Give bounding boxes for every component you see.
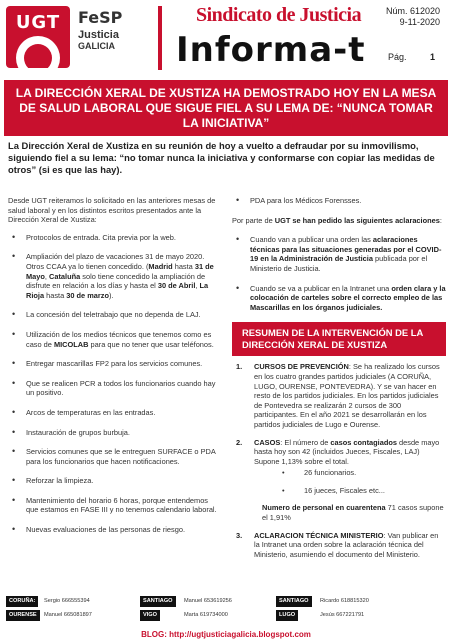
right-column [232, 196, 446, 567]
contact-city: SANTIAGO [140, 596, 176, 607]
item-text-bold: CASOS [254, 437, 281, 447]
item-text: hasta [172, 261, 195, 271]
contact-name: Manuel 653619256 [184, 598, 232, 604]
item-text: Mantenimiento del horario 6 horas, porque entendemos que estamos en FASE III y no tenemos calendario laboral. [26, 495, 217, 515]
resumen-heading: RESUMEN DE LA INTERVENCIÓN DE LA DIRECCIÓN XERAL DE XUSTIZA [232, 322, 446, 356]
item-text: Por parte de [232, 215, 275, 225]
item-text-bold: 30 de marzo [66, 290, 109, 300]
item-text: Cuando se va a publicar en la Intranet una [250, 283, 392, 293]
item-number: 3. [236, 530, 243, 540]
item-text: Arcos de temperaturas en las entradas. [26, 407, 156, 417]
ugt-logo-text: UGT [15, 12, 61, 33]
contact-name: Manuel 665081897 [44, 612, 92, 618]
list-item [232, 196, 446, 206]
list-item [8, 428, 220, 438]
clarifications-intro [232, 216, 446, 226]
item-text: Protocolos de entrada. Cita previa por la web. [26, 232, 176, 242]
list-item [8, 408, 220, 418]
item-text: hasta [44, 290, 67, 300]
list-item [8, 330, 220, 349]
item-text: Ampliación del plazo de vacaciones 31 de mayo 2020. Otros CCAA ya lo tienen concedido. ( [26, 252, 205, 271]
fesp-logo [78, 8, 158, 68]
item-text: Cuando van a publicar una orden las [250, 235, 373, 245]
item-text: PDA para los Médicos Forensses. [250, 196, 362, 205]
left-column [8, 196, 220, 545]
item-text-bold: Cataluña [49, 271, 81, 281]
ugt-logo [6, 6, 70, 68]
item-text: , [195, 281, 200, 291]
item-text: solo tiene concedido la ampliación de disfrute en relación a los días y hasta el [26, 271, 206, 291]
item-text: Utilización de los medios técnicos que tenemos como es caso de [26, 329, 212, 349]
quarantine-text [254, 503, 446, 522]
item-text-bold: 30 de Abril [157, 281, 196, 291]
page-number: 1 [430, 52, 436, 62]
item-text-bold: MICOLAB [53, 339, 89, 349]
contact-name: Sergio 666555394 [44, 598, 90, 604]
item-text-bold: ACLARACION TÉCNICA MINISTERIO [254, 530, 384, 540]
item-text: para que no tener que usar teléfonos. [88, 339, 214, 349]
item-text: : Van publicar en la Intranet una orden sobre la aclaración técnica del Ministerio, asumiendo el documento del Ministerio. [254, 530, 439, 559]
list-item: • 26 funcionarios. [282, 468, 446, 478]
contact-city: CORUÑA: [6, 596, 38, 607]
item-text: Instauración de grupos burbuja. [26, 427, 130, 437]
list-item [8, 233, 220, 243]
clarifications-list [232, 235, 446, 312]
page-header [0, 0, 452, 78]
item-text-bold: aclaraciones técnicas para las situaciones generadas por el COVID-19 en la Administración de Justicia [250, 235, 442, 264]
header-divider [158, 6, 162, 70]
contact-name: Marta 619734000 [184, 612, 228, 618]
list-item [8, 252, 220, 300]
item-text-bold: La Rioja [26, 281, 209, 300]
item-text: : [439, 215, 442, 225]
contact-city: SANTIAGO [276, 596, 312, 607]
item-text: publicada por el Ministerio de Justicia. [250, 254, 428, 273]
list-item: • 16 jueces, Fiscales etc... [282, 486, 446, 496]
page-label: Pág. [388, 52, 407, 62]
left-intro: Desde UGT reiteramos lo solicitado en las anteriores mesas de salud laboral y en los distintos escritos presentados ante la Dirección Xeral de Xustiza: [8, 196, 216, 225]
item-number: 2. [236, 437, 243, 447]
list-item [232, 438, 446, 523]
item-text: : El número de [280, 437, 331, 447]
item-text: , [44, 271, 50, 281]
issue-number: Núm. 612020 [385, 6, 440, 16]
item-text: ). [109, 290, 114, 300]
list-item [232, 284, 446, 313]
informa-title: Informa-t [176, 30, 366, 70]
item-text: 71 casos supone el 1,91% [262, 503, 444, 523]
sindicato-title: Sindicato de Justicia [196, 4, 362, 26]
item-number: 1. [236, 362, 243, 372]
list-item [8, 476, 220, 486]
requests-list [8, 233, 220, 535]
item-text-bold: casos contagiados [330, 437, 397, 447]
list-item [8, 447, 220, 466]
ugt-logo-inner-circle [24, 44, 52, 68]
item-text-bold: Madrid [148, 261, 173, 271]
item-text-bold: UGT se han pedido las siguientes aclaraciones [274, 215, 440, 225]
fesp-name: FeSP [78, 8, 123, 27]
contact-city: VIGO [140, 610, 160, 621]
item-text-bold: Numero de personal en cuarentena [262, 503, 386, 513]
list-item [232, 362, 446, 429]
list-item [8, 379, 220, 398]
list-item [8, 359, 220, 369]
item-text: Que se realicen PCR a todos los funcionarios cuando hay un positivo. [26, 378, 216, 398]
footer-contacts [0, 590, 452, 626]
contact-city: LUGO [276, 610, 298, 621]
headline-banner: LA DIRECCIÓN XERAL DE XUSTIZA HA DEMOSTRADO HOY EN LA MESA DE SALUD LABORAL QUE SIGUE FIEL A SU LEMA DE: “NUNCA TOMAR LA INICIATIVA” [4, 80, 448, 136]
item-text-bold: orden clara y la colocación de carteles sobre el correcto empleo de las Mascarillas en los órganos judiciales. [250, 283, 446, 312]
issue-meta [386, 6, 440, 28]
fesp-galicia: GALICIA [78, 41, 115, 51]
blog-link[interactable]: BLOG: http://ugtjusticiagalicia.blogspot.com [141, 630, 311, 639]
list-item [8, 310, 220, 320]
list-item [8, 496, 220, 515]
fesp-justicia: Justicia [78, 29, 119, 41]
requests-list-cont [232, 196, 446, 206]
issue-date: 9-11-2020 [399, 17, 440, 27]
list-item [8, 525, 220, 535]
contact-name: Jesús 667221791 [320, 612, 365, 618]
item-text: Reforzar la limpieza. [26, 476, 94, 486]
item-text: Servicios comunes que se le entreguen SURFACE o PDA para los funcionarios que hacen notificaciones. [26, 447, 216, 466]
contact-city: OURENSE [6, 610, 40, 621]
cases-breakdown [282, 468, 446, 495]
list-item [232, 531, 446, 560]
resumen-list [232, 362, 446, 559]
item-text: Nuevas evaluaciones de las personas de riesgo. [26, 525, 185, 535]
item-text: desde mayo hasta hoy son 42 (incluidos Jueces, Fiscales, LAJ) Supone 1,13% sobre el total. [254, 437, 440, 466]
item-text-bold: 31 de Mayo [26, 261, 214, 281]
list-item [232, 235, 446, 273]
item-text: Entregar mascarillas FP2 para los servicios comunes. [26, 359, 203, 369]
item-text-bold: CURSOS DE PREVENCIÓN [254, 362, 349, 372]
lead-paragraph: La Dirección Xeral de Xustiza en su reunión de hoy a vuelto a defraudar por su inmovilismo, siguiendo fiel a su lema: “no tomar nunca la iniciativa y conformarse con copiar las medidas de otros” (si es que las hay). [8, 140, 435, 175]
contact-name: Ricardo 618815320 [320, 598, 369, 604]
item-text: : Se ha realizado los cursos en los cuatro grandes partidos judiciales (A CORUÑA, LUGO, OURENSE, PONTEVEDRA). Y se van hacer en resto de los partidos judiciales. En los partidos judiciales de Pontevedra se realizarán 2 cursos de 300 participantes. En el año 2021 se desarrollarán en los partidos judiciales de Lugo e Ourense. [254, 362, 440, 429]
item-text: La concesión del teletrabajo que no dependa de LAJ. [26, 310, 201, 320]
